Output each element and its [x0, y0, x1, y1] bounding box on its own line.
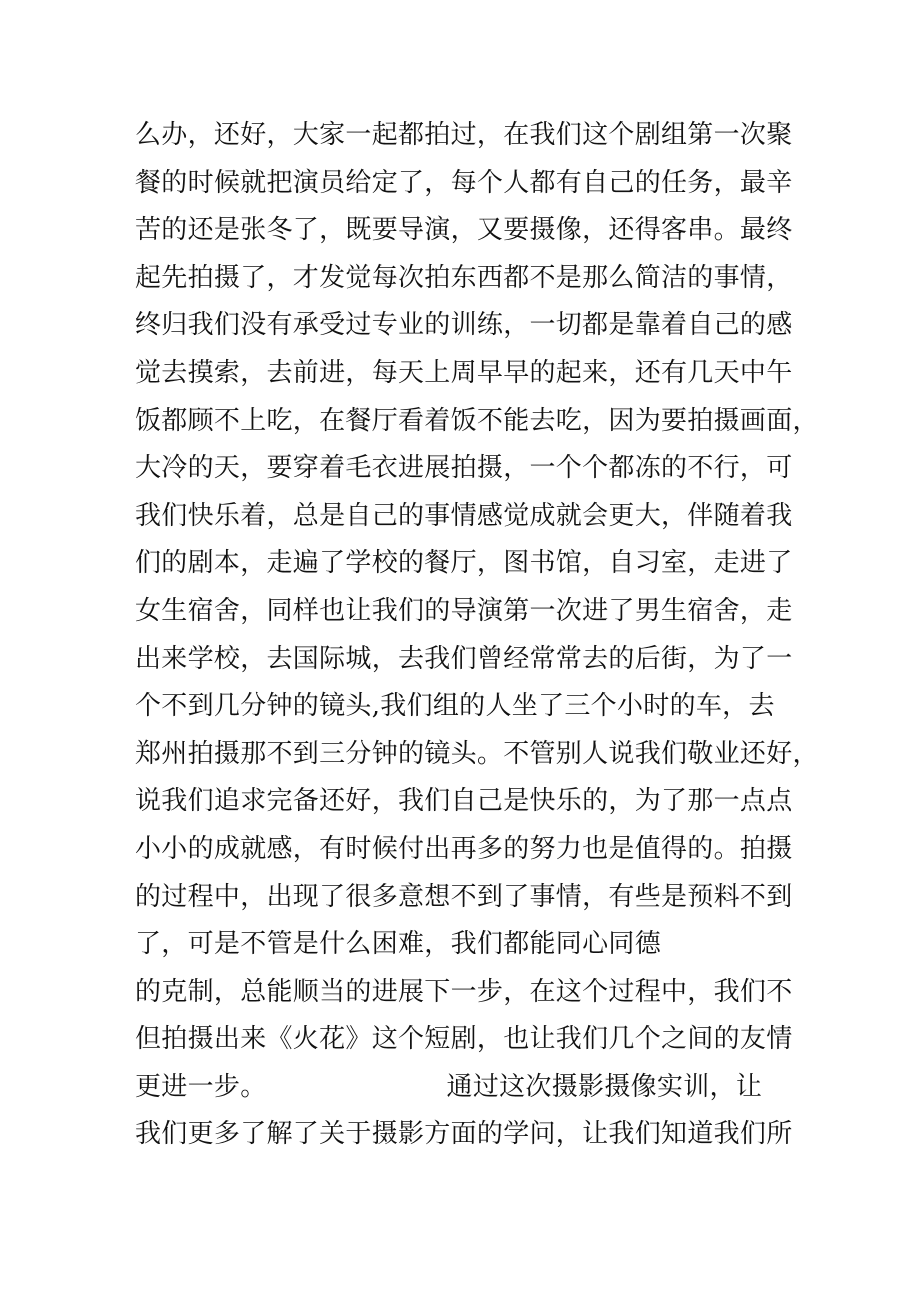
text-line-21 [135, 1064, 800, 1112]
text-line-5: 终归我们没有承受过专业的训练，一切都是靠着自己的感 [135, 310, 793, 341]
text-line-11: 女生宿舍，同样也让我们的导演第一次进了男生宿舍，走 [135, 595, 793, 626]
text-line-17: 的过程中，出现了很多意想不到了事情，有些是预料不到 [135, 881, 793, 912]
text-line-14: 郑州拍摄那不到三分钟的镜头。不管别人说我们敬业还好， [135, 738, 819, 769]
text-line-6: 觉去摸索，去前进，每天上周早早的起来，还有几天中午 [135, 357, 793, 388]
text-line-18: 了，可是不管是什么困难，我们都能同心同德 [135, 929, 662, 960]
text-line-3: 苦的还是张冬了，既要导演，又要摄像，还得客串。最终 [135, 215, 793, 246]
text-line-16: 小小的成就感，有时候付出再多的努力也是值得的。拍摄 [135, 833, 793, 864]
text-line-10: 们的剧本，走遍了学校的餐厅，图书馆，自习室，走进了 [135, 548, 793, 579]
text-line-8: 大冷的天，要穿着毛衣进展拍摄，一个个都冻的不行，可 [135, 453, 793, 484]
text-line-2: 餐的时候就把演员给定了，每个人都有自己的任务，最辛 [135, 167, 793, 198]
text-line-15: 说我们追求完备还好，我们自己是快乐的，为了那一点点 [135, 786, 793, 817]
text-line-21-end: 通过这次摄影摄像实训，让 [446, 1071, 763, 1102]
text-line-21-start: 更进一步。 [135, 1071, 267, 1102]
text-line-22: 我们更多了解了关于摄影方面的学问，让我们知道我们所 [135, 1119, 793, 1150]
text-line-20: 但拍摄出来《火花》这个短剧，也让我们几个之间的友情 [135, 1024, 793, 1055]
text-line-13: 个不到几分钟的镜头,我们组的人坐了三个小时的车，去 [135, 691, 775, 722]
text-line-19: 的克制，总能顺当的进展下一步，在这个过程中，我们不 [135, 976, 793, 1007]
text-line-1: 么办，还好，大家一起都拍过，在我们这个剧组第一次聚 [135, 120, 793, 150]
body-text [135, 112, 819, 1159]
text-line-12: 出来学校，去国际城，去我们曾经常常去的后街，为了一 [135, 643, 793, 674]
text-line-4: 起先拍摄了，才发觉每次拍东西都不是那么简洁的事情， [135, 262, 793, 293]
text-line-9: 我们快乐着，总是自己的事情感觉成就会更大，伴随着我 [135, 500, 793, 531]
text-line-7: 饭都顾不上吃，在餐厅看着饭不能去吃，因为要拍摄画面， [135, 405, 819, 436]
